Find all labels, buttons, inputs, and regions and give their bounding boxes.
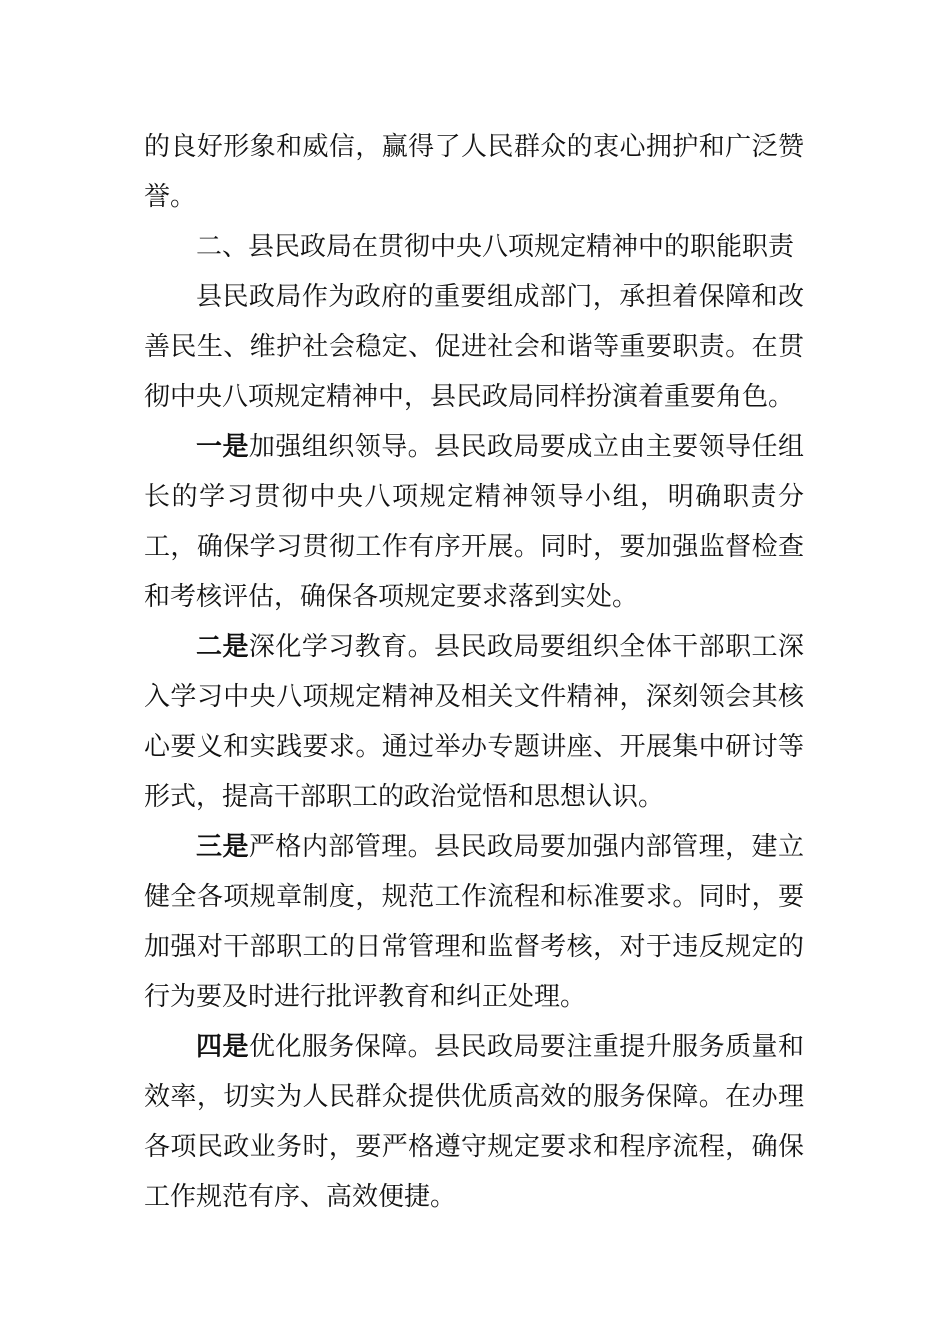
section-heading: 二、县民政局在贯彻中央八项规定精神中的职能职责 [196,232,795,262]
point-paragraph-1 [144,422,804,622]
point-lead-1: 一是 [196,432,249,462]
point-paragraph-3 [144,822,804,1022]
point-paragraph-4 [144,1022,804,1222]
document-body [144,122,804,1222]
continued-paragraph: 的良好形象和威信，赢得了人民群众的衷心拥护和广泛赞誉。 [144,132,804,212]
intro-paragraph: 县民政局作为政府的重要组成部门，承担着保障和改善民生、维护社会稳定、促进社会和谐等重要职责。在贯彻中央八项规定精神中，县民政局同样扮演着重要角色。 [144,282,804,412]
point-lead-3: 三是 [196,832,249,862]
point-lead-4: 四是 [196,1032,249,1062]
point-paragraph-2 [144,622,804,822]
point-lead-2: 二是 [196,632,249,662]
point-text-2: 深化学习教育。县民政局要组织全体干部职工深入学习中央八项规定精神及相关文件精神，深刻领会其核心要义和实践要求。通过举办专题讲座、开展集中研讨等形式，提高干部职工的政治觉悟和思想认识。 [144,632,804,812]
point-text-1: 加强组织领导。县民政局要成立由主要领导任组长的学习贯彻中央八项规定精神领导小组，明确职责分工，确保学习贯彻工作有序开展。同时，要加强监督检查和考核评估，确保各项规定要求落到实处。 [144,432,804,612]
point-text-3: 严格内部管理。县民政局要加强内部管理，建立健全各项规章制度，规范工作流程和标准要求。同时，要加强对干部职工的日常管理和监督考核，对于违反规定的行为要及时进行批评教育和纠正处理。 [144,832,804,1012]
point-text-4: 优化服务保障。县民政局要注重提升服务质量和效率，切实为人民群众提供优质高效的服务保障。在办理各项民政业务时，要严格遵守规定要求和程序流程，确保工作规范有序、高效便捷。 [144,1032,804,1212]
